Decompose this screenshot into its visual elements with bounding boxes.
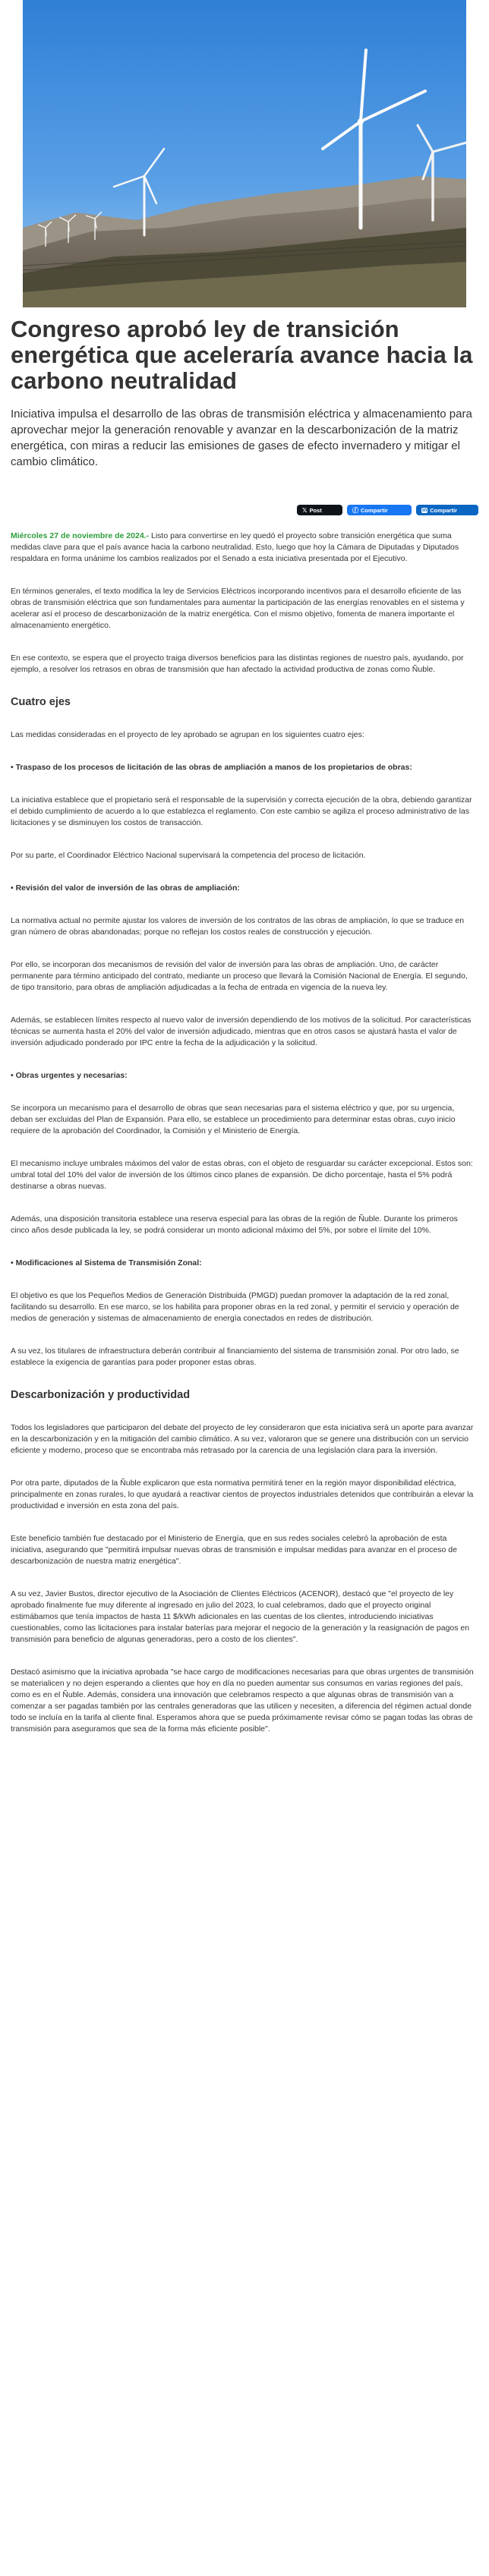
paragraph: Destacó asimismo que la iniciativa aprobada "se hace cargo de modificaciones necesarias para que obras urgentes de transmisión se materialicen y no dejen esperando a clientes que hoy en día no pueden aumentar sus consumos en varias regiones del país, como es en el Ñuble. Además, considera una innovación que celebramos respecto a que algunas obras de transmisión van a comenzar a ser pagadas también por las centrales generadoras que las utilicen y necesiten, a diferencia del régimen actual donde todo se incluía en la tarifa al cliente final. Esperamos ahora que se pueda próximamente revisar cómo se pagan todas las obras de transmisión para aseguramos que sea de la forma más eficiente posible". (11, 1667, 474, 1734)
paragraph: En términos generales, el texto modifica la ley de Servicios Eléctricos incorporando incentivos para el desarrollo eficiente de las obras de transmisión eléctrica que son fundamentales para aumentar la participación de las energías renovables en el sistema y acelerar así el proceso de descarbonización de la matriz energética. Con el mismo objetivo, fomenta de manera importante el almacenamiento energético. (11, 587, 465, 630)
share-facebook-label: Compartir (361, 506, 388, 514)
paragraph: Por su parte, el Coordinador Eléctrico Nacional supervisará la competencia del proceso de licitación. (11, 851, 366, 860)
bullet-heading: • Traspaso de los procesos de licitación de las obras de ampliación a manos de los propietarios de obras: (11, 763, 412, 772)
article-lead: Iniciativa impulsa el desarrollo de las obras de transmisión eléctrica y almacenamiento para aprovechar mejor la generación renovable y avanzar en la descarbonización de la matriz energética, con miras a reducir las emisiones de gases de efecto invernadero y mitigar el cambio climático. (11, 408, 472, 468)
paragraph: El objetivo es que los Pequeños Medios de Generación Distribuida (PMGD) puedan promover la adaptación de la red zonal, facilitando su desarrollo. En ese marco, se los habilita para proponer obras en la red zonal, y permitir el servicio y operación de medios de generación y sistemas de almacenamiento de energía conectados en redes de distribución. (11, 1291, 459, 1323)
paragraph: La normativa actual no permite ajustar los valores de inversión de los contratos de las obras de ampliación, lo que se traduce en gran número de obras abandonadas; porque no reflejan los costos reales de construcción y ejecución. (11, 916, 465, 937)
hero-image (23, 0, 466, 307)
paragraph-intro (11, 531, 478, 565)
paragraph: Este beneficio también fue destacado por el Ministerio de Energía, que en sus redes sociales celebró la aprobación de esta iniciativa, asegurando que "permitirá impulsar nuevas obras de transmisión e impulsar medidas para avanzar en el proceso de descarbonización de nuestra matriz energética". (11, 1534, 457, 1566)
section-heading-ejes: Cuatro ejes (11, 696, 71, 708)
intro-text: Listo para convertirse en ley quedó el proyecto sobre transición energética que suma medidas clave para que el país avance hacia la carbono neutralidad. Esto, luego que hoy la Cámara de Diputadas y Diputados respaldara en forma unánime los cambios realizados por el Senado a esta iniciativa presentada por el Ejecutivo. (11, 531, 459, 563)
bullet-heading: • Revisión del valor de inversión de las obras de ampliación: (11, 883, 240, 893)
paragraph: Además, una disposición transitoria establece una reserva especial para las obras de la región de Ñuble. Durante los primeros cinco años desde publicada la ley, se podrá considerar un monto adicional máximo del 5%, por sobre el límite del 10%. (11, 1214, 458, 1235)
wind-turbines-photo (23, 0, 466, 307)
share-bar (11, 505, 478, 515)
paragraph: Las medidas consideradas en el proyecto de ley aprobado se agrupan en los siguientes cuatro ejes: (11, 730, 364, 739)
paragraph: El mecanismo incluye umbrales máximos del valor de estas obras, con el objeto de resguardar su carácter excepcional. Estos son: umbral total del 10% del valor de inversión de los últimos cinco planes de expansión. De dicho porcentaje, hasta el 5% podrá destinarse a obras nuevas. (11, 1159, 473, 1191)
article-date: Miércoles 27 de noviembre de 2024.- (11, 531, 150, 540)
paragraph: A su vez, los titulares de infraestructura deberán contribuir al financiamiento del sistema de transmisión zonal. Por otro lado, se establece la exigencia de garantías para poder proponer estas obras. (11, 1346, 459, 1367)
paragraph: Además, se establecen límites respecto al nuevo valor de inversión dependiendo de los motivos de la solicitud. Por características técnicas se aumenta hasta el 20% del valor de inversión adjudicado, mientras que en otros casos se ajustará hasta el valor de inversión adjudicado ponderado por IPC entre la fecha de la adjudicación y la solicitud. (11, 1016, 472, 1047)
bullet-heading: • Modificaciones al Sistema de Transmisión Zonal: (11, 1258, 202, 1268)
paragraph: En ese contexto, se espera que el proyecto traiga diversos beneficios para las distintas regiones de nuestro país, ayudando, por ejemplo, a resolver los retrasos en obras de transmisión que han afectado la actividad productiva de zonas como Ñuble. (11, 653, 464, 674)
share-facebook-button[interactable] (347, 505, 412, 515)
paragraph: Por otra parte, diputados de la Ñuble explicaron que esta normativa permitirá tener en la región mayor disponibilidad eléctrica, principalmente en zonas rurales, lo que ayudará a reactivar cientos de proyectos industriales detenidos que contribuirán a elevar la productividad e inversión en esta zona del país. (11, 1479, 474, 1510)
paragraph: A su vez, Javier Bustos, director ejecutivo de la Asociación de Clientes Eléctricos (ACENOR), destacó que "el proyecto de ley aprobado finalmente fue muy diferente al ingresado en julio del 2023, lo cual celebramos, dado que el proyecto original estimábamos que tenía impactos de hasta 11 $/kWh adicionales en las cuentas de los clientes, introduciendo iniciativas cuestionables, como las licitaciones para instalar baterías para mejorar el negocio de la generación y la reasignación de pagos en transmisión para beneficio de algunas generadoras, pero a costo de los clientes". (11, 1589, 470, 1644)
paragraph: Por ello, se incorporan dos mecanismos de revisión del valor de inversión para las obras de ampliación. Uno, de carácter permanente para término anticipado del contrato, mediante un proceso que llevará la Comisión Nacional de Energía. El segundo, de tipo transitorio, para obras de ampliación adjudicadas a la fecha de entrada en vigencia de la nueva ley. (11, 960, 468, 992)
share-linkedin-label: Compartir (430, 506, 458, 514)
share-linkedin-button[interactable] (416, 505, 478, 515)
x-logo-icon: 𝕏 (302, 506, 308, 514)
facebook-icon: ⓕ (352, 506, 358, 514)
bullet-heading: • Obras urgentes y necesarias: (11, 1071, 128, 1080)
linkedin-icon: in (422, 507, 427, 513)
share-x-label: Post (309, 506, 322, 514)
page-title: Congreso aprobó ley de transición energética que aceleraría avance hacia la carbono neutralidad (11, 316, 473, 394)
paragraph: Se incorpora un mecanismo para el desarrollo de obras que sean necesarias para el sistema eléctrico y que, por su urgencia, deban ser excluidas del Plan de Expansión. Para ello, se establece un procedimiento para determinar estas obras, cuyo inicio requiere de la aprobación del Coordinador, la Comisión y el Ministerio de Energía. (11, 1104, 456, 1135)
article-body (11, 531, 478, 1735)
paragraph: La iniciativa establece que el propietario será el responsable de la supervisión y correcta ejecución de la obra, debiendo garantizar el debido cumplimiento de acuerdo a lo que establezca el reglamento. Con este cambio se agiliza el proceso administrativo de las licitaciones y se disminuyen los costos de transacción. (11, 795, 472, 827)
share-x-button[interactable] (297, 505, 342, 515)
paragraph: Todos los legisladores que participaron del debate del proyecto de ley consideraron que esta iniciativa será un aporte para avanzar en la descarbonización y en la mitigación del cambio climático. A su vez, valoraron que se genere una distribución con un servicio eficiente y moderno, proceso que se encontraba más retrasado por la carencia de una legislación clara para la inversión. (11, 1423, 474, 1455)
section-heading-descarbonizacion: Descarbonización y productividad (11, 1389, 191, 1401)
